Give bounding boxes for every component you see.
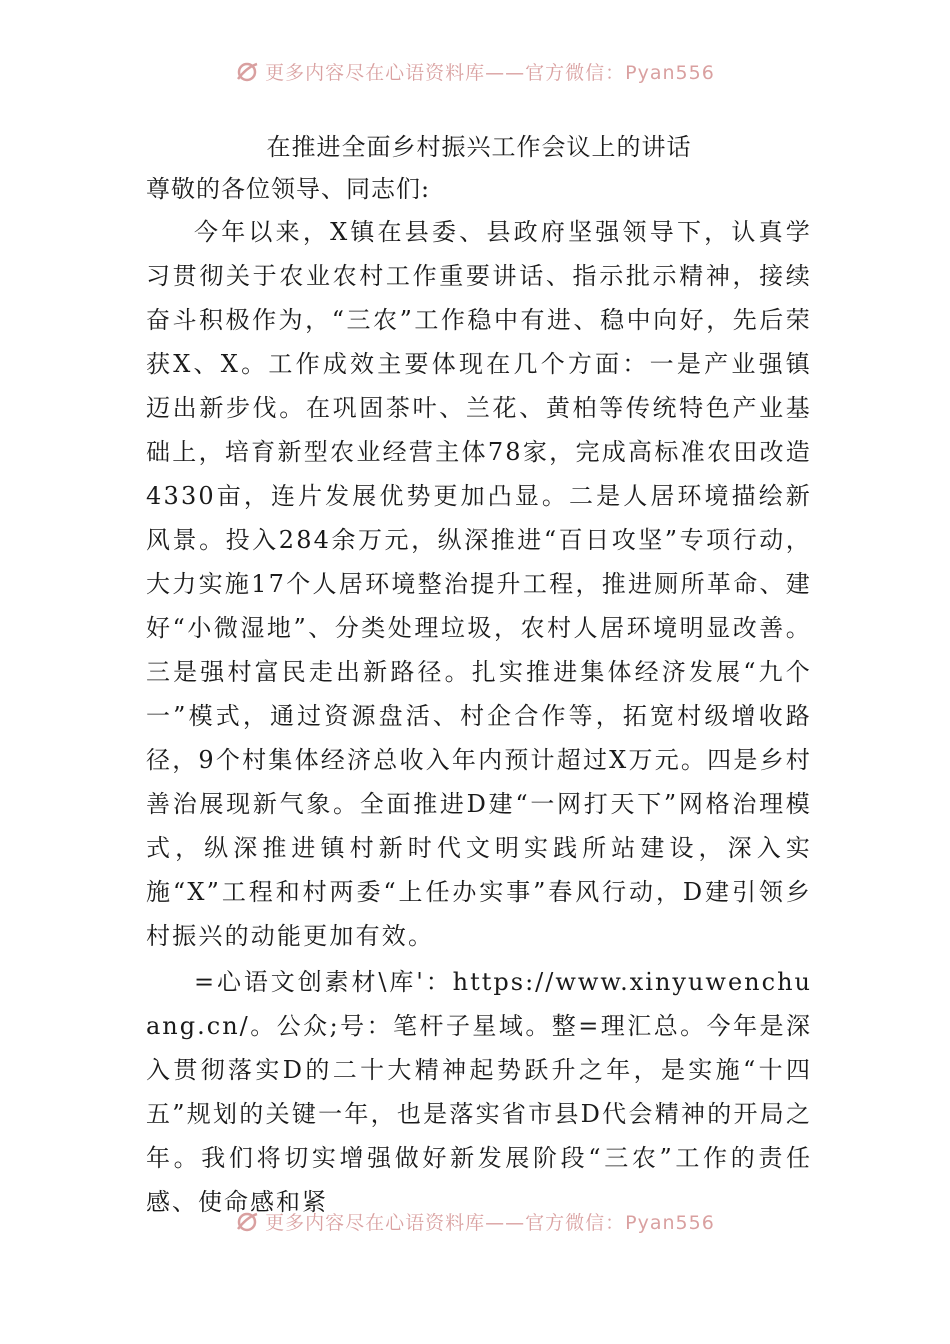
watermark-text: 更多内容尽在心语资料库——官方微信：Pyan556	[265, 1212, 715, 1234]
document-title: 在推进全面乡村振兴工作会议上的讲话	[266, 133, 692, 161]
watermark-footer	[0, 1208, 950, 1235]
logo-icon	[235, 1211, 259, 1233]
salutation: 尊敬的各位领导、同志们:	[146, 175, 431, 203]
logo-icon	[235, 61, 259, 83]
watermark-header	[0, 58, 950, 85]
watermark-text: 更多内容尽在心语资料库——官方微信：Pyan556	[265, 62, 715, 84]
paragraph-2: =心语文创素材\库'：https://www.xinyuwenchuang.cn/。公众;号：笔杆子星域。整=理汇总。今年是深入贯彻落实D的二十大精神起势跃升之年，是实施“十四五”规划的关键一年，也是落实省市县D代会精神的开局之年。我们将切实增强做好新发展阶段“三农”工作的责任感、使命感和紧	[146, 968, 812, 1216]
document-body	[146, 126, 812, 1224]
paragraph-1: 今年以来，X镇在县委、县政府坚强领导下，认真学习贯彻关于农业农村工作重要讲话、指示批示精神，接续奋斗积极作为，“三农”工作稳中有进、稳中向好，先后荣获X、X。工作成效主要体现在几个方面：一是产业强镇迈出新步伐。在巩固茶叶、兰花、黄柏等传统特色产业基础上，培育新型农业经营主体78家，完成高标准农田改造4330亩，连片发展优势更加凸显。二是人居环境描绘新风景。投入284余万元，纵深推进“百日攻坚”专项行动，大力实施17个人居环境整治提升工程，推进厕所革命、建好“小微湿地”、分类处理垃圾，农村人居环境明显改善。三是强村富民走出新路径。扎实推进集体经济发展“九个一”模式，通过资源盘活、村企合作等，拓宽村级增收路径，9个村集体经济总收入年内预计超过X万元。四是乡村善治展现新气象。全面推进D建“一网打天下”网格治理模式，纵深推进镇村新时代文明实践所站建设，深入实施“X”工程和村两委“上任办实事”春风行动，D建引领乡村振兴的动能更加有效。	[146, 218, 812, 950]
